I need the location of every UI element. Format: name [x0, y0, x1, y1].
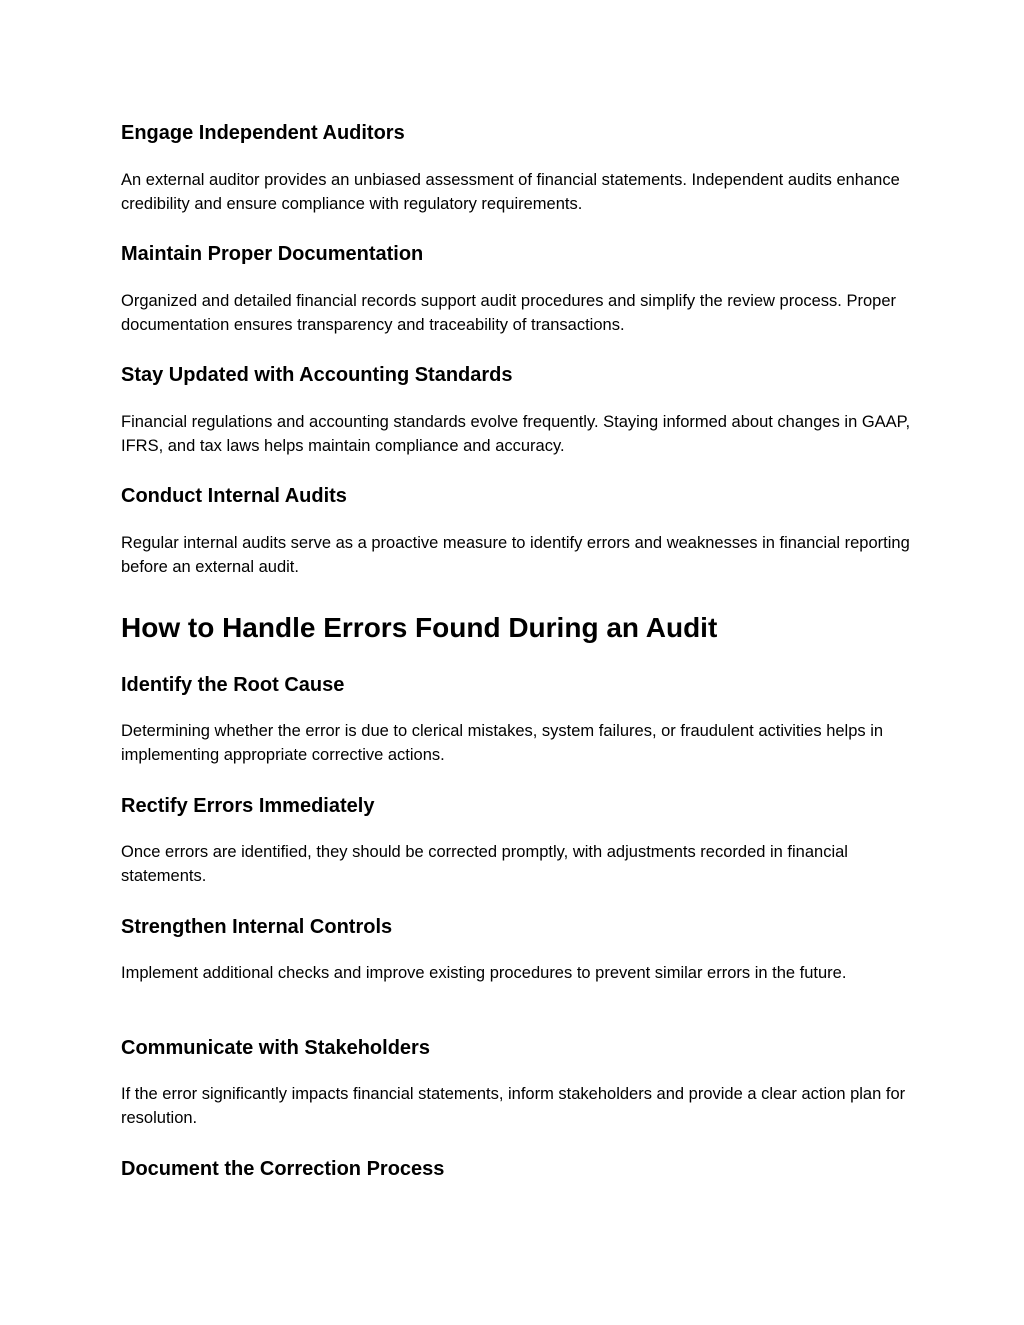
- section-paragraph-internal-audits: Regular internal audits serve as a proactive measure to identify errors and weaknesses in financial reporting before an external audit.: [121, 534, 910, 576]
- section-paragraph-engage-auditors: An external auditor provides an unbiased assessment of financial statements. Independent audits enhance credibility and ensure compliance with regulatory requirements.: [121, 171, 900, 213]
- section-paragraph-communicate: If the error significantly impacts financial statements, inform stakeholders and provide a clear action plan for resolution.: [121, 1085, 906, 1127]
- section-heading-communicate: Communicate with Stakeholders: [121, 1037, 430, 1059]
- section-heading-documentation: Maintain Proper Documentation: [121, 243, 424, 265]
- section-heading-document-correction: Document the Correction Process: [121, 1158, 445, 1180]
- section-heading-root-cause: Identify the Root Cause: [121, 674, 345, 696]
- section-heading-accounting-standards: Stay Updated with Accounting Standards: [121, 364, 513, 386]
- main-heading-handle-errors: How to Handle Errors Found During an Audit: [121, 612, 718, 643]
- section-heading-internal-controls: Strengthen Internal Controls: [121, 916, 393, 938]
- section-paragraph-internal-controls: Implement additional checks and improve existing procedures to prevent similar errors in the future.: [121, 964, 847, 982]
- section-paragraph-accounting-standards: Financial regulations and accounting standards evolve frequently. Staying informed about changes in GAAP, IFRS, and tax laws helps maintain compliance and accuracy.: [121, 413, 911, 455]
- section-heading-engage-auditors: Engage Independent Auditors: [121, 122, 405, 144]
- section-paragraph-rectify-errors: Once errors are identified, they should be corrected promptly, with adjustments recorded in financial statements.: [121, 843, 848, 885]
- section-heading-rectify-errors: Rectify Errors Immediately: [121, 795, 375, 817]
- section-paragraph-root-cause: Determining whether the error is due to clerical mistakes, system failures, or fraudulent activities helps in implementing appropriate corrective actions.: [121, 722, 884, 764]
- section-heading-internal-audits: Conduct Internal Audits: [121, 485, 347, 507]
- section-paragraph-documentation: Organized and detailed financial records support audit procedures and simplify the review process. Proper documentation ensures transparency and traceability of transactions.: [121, 292, 897, 334]
